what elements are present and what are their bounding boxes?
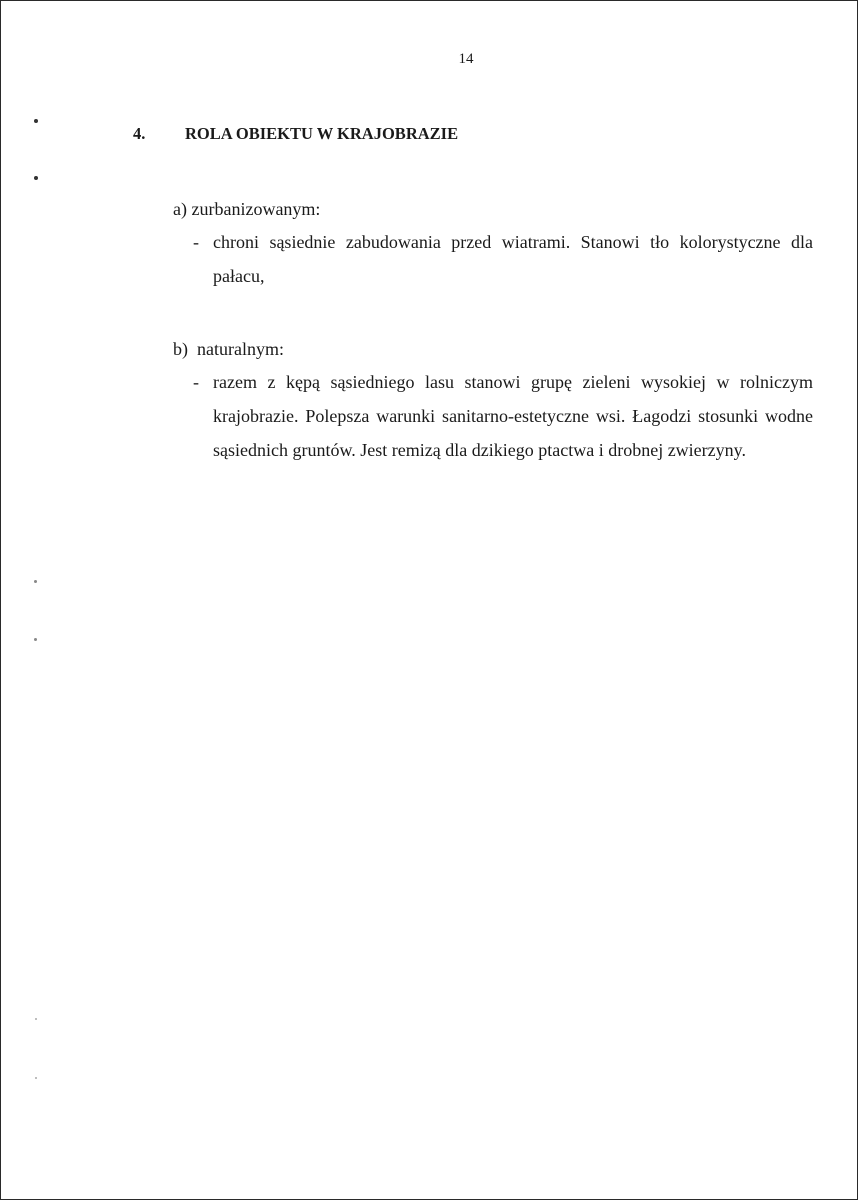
section-heading — [133, 124, 458, 144]
heading-number: 4. — [133, 124, 146, 143]
scan-speck — [35, 1077, 37, 1079]
list-item-text: chroni sąsiednie zabudowania przed wiatrami. Stanowi tło kolorystyczne dla pałacu, — [213, 232, 813, 286]
list-dash: - — [193, 232, 199, 252]
scan-speck — [35, 1018, 37, 1020]
scan-speck — [34, 580, 37, 583]
scan-speck — [34, 119, 38, 123]
list-item-text: razem z kępą sąsiedniego lasu stanowi grupę zieleni wysokiej w rolniczym krajobrazie. Polepsza warunki sanitarno-estetyczne wsi. Łagodzi stosunki wodne sąsiednich gruntów. Jest remizą dla dzikiego ptactwa i drobnej zwierzyny. — [213, 372, 813, 460]
heading-title: ROLA OBIEKTU W KRAJOBRAZIE — [185, 124, 459, 143]
list-item — [173, 365, 813, 467]
list-item — [173, 225, 813, 293]
scan-speck — [34, 638, 37, 641]
subsection-urban — [173, 194, 813, 293]
subsection-label: a) zurbanizowanym: — [173, 199, 321, 219]
scan-speck — [34, 176, 38, 180]
list-dash: - — [193, 372, 199, 392]
subsection-label: b) naturalnym: — [173, 339, 284, 359]
subsection-natural — [173, 334, 813, 467]
page-number: 14 — [458, 51, 474, 67]
